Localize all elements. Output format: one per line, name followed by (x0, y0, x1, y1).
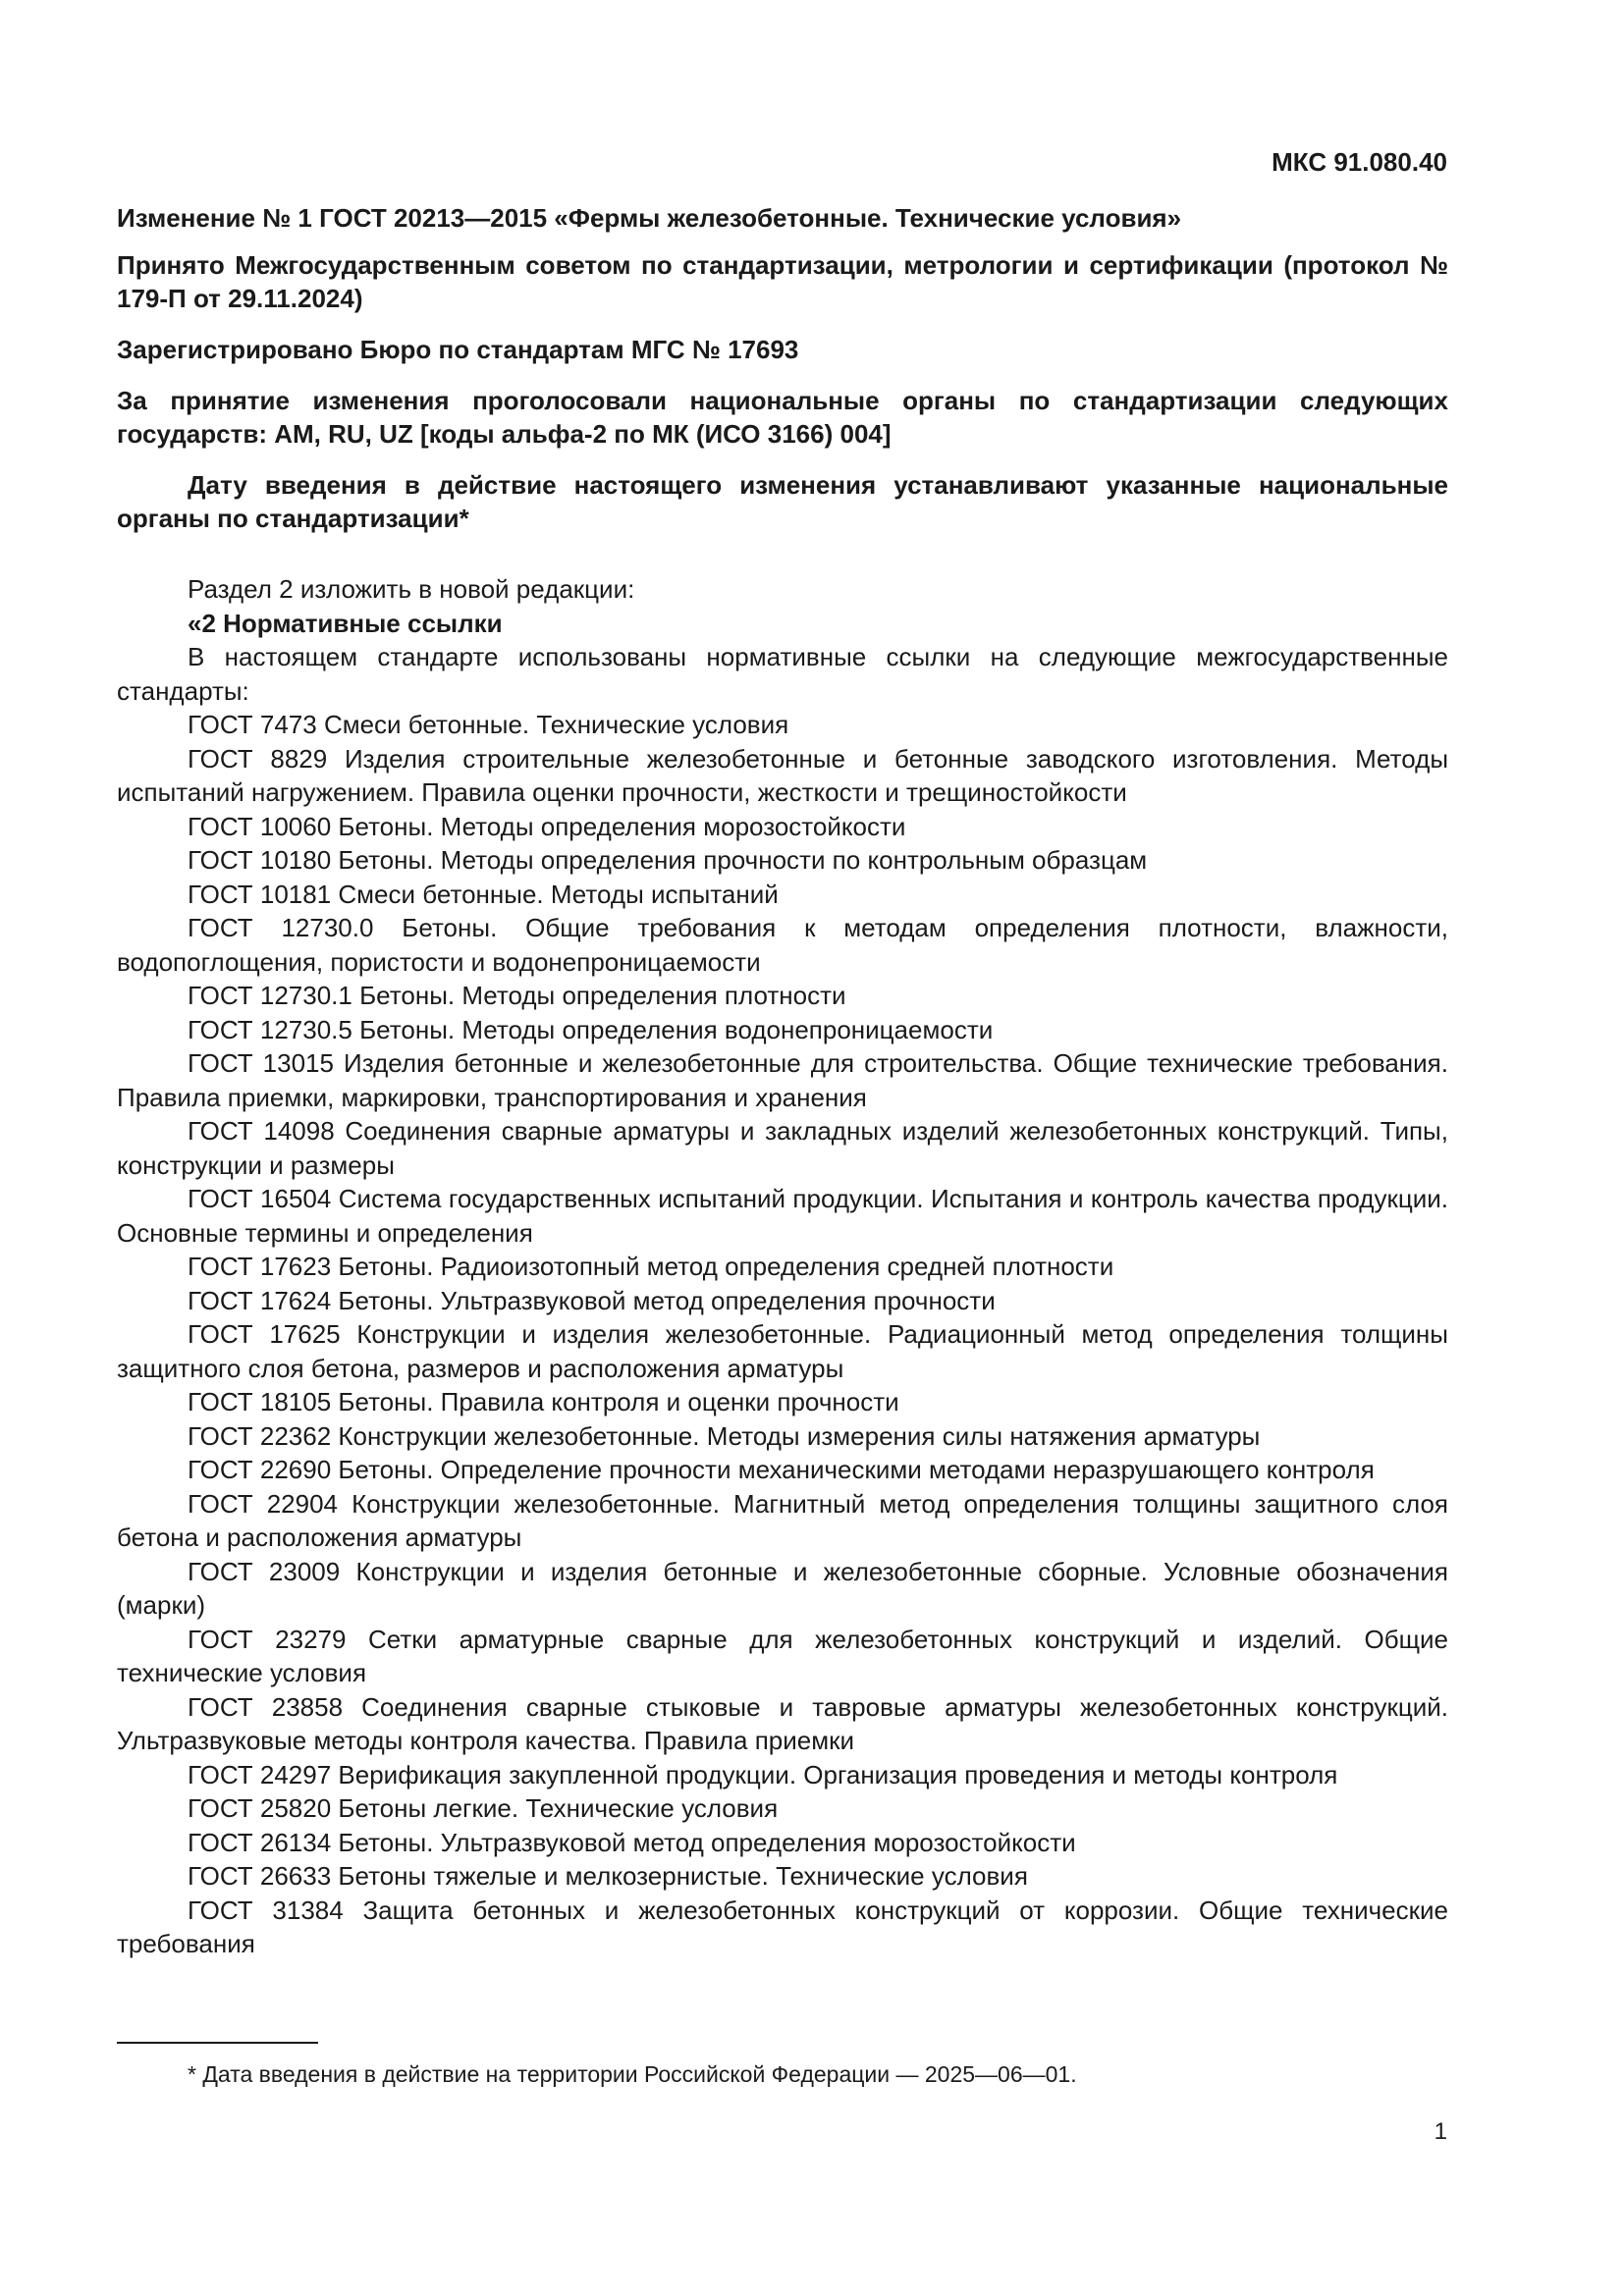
reference-code: ГОСТ 22904 (188, 1488, 338, 1519)
reference-item (117, 1894, 1448, 1961)
reference-title: Бетоны. Методы определения морозостойкости (338, 811, 906, 841)
reference-title: Изделия бетонные и железобетонные для строительства. Общие технические требования. Правила приемки, маркировки, транспортирования и хранения (117, 1048, 1448, 1112)
reference-title: Защита бетонных и железобетонных конструкций от коррозии. Общие технические требования (117, 1895, 1448, 1958)
reference-title: Конструкции и изделия бетонные и железобетонные сборные. Условные обозначения (марки) (117, 1556, 1448, 1620)
reference-code: ГОСТ 31384 (188, 1895, 344, 1925)
reference-title: Бетоны. Общие требования к методам определения плотности, влажности, водопоглощения, пористости и водонепроницаемости (117, 913, 1448, 977)
reference-title: Конструкции железобетонные. Методы измерения силы натяжения арматуры (338, 1420, 1261, 1451)
reference-title: Бетоны. Определение прочности механическими методами неразрушающего контроля (338, 1455, 1375, 1484)
reference-title: Смеси бетонные. Технические условия (323, 710, 789, 739)
reference-item (117, 1385, 1448, 1419)
intro-line: Раздел 2 изложить в новой редакции: (188, 574, 635, 604)
reference-code: ГОСТ 12730.5 (188, 1014, 352, 1044)
reference-code: ГОСТ 16504 (188, 1184, 332, 1213)
reference-code: ГОСТ 14098 (188, 1116, 335, 1146)
reference-title: Бетоны. Методы определения водонепроницаемости (359, 1014, 994, 1044)
reference-title: Бетоны тяжелые и мелкозернистые. Технические условия (338, 1861, 1028, 1891)
reference-item (117, 843, 1448, 878)
reference-item (117, 1791, 1448, 1826)
reference-title: Смеси бетонные. Методы испытаний (338, 879, 779, 909)
reference-code: ГОСТ 22362 (188, 1420, 332, 1451)
reference-title: Сетки арматурные сварные для железобетонных конструкций и изделий. Общие технические условия (117, 1624, 1448, 1687)
reference-code: ГОСТ 17623 (188, 1252, 332, 1281)
reference-item (117, 1555, 1448, 1623)
reference-code: ГОСТ 26633 (188, 1861, 332, 1891)
reference-code: ГОСТ 7473 (188, 710, 317, 739)
reference-code: ГОСТ 24297 (188, 1759, 332, 1789)
reference-code: ГОСТ 10060 (188, 811, 332, 841)
section-intro: В настоящем стандарте использованы нормативные ссылки на следующие межгосударственные стандарты: (117, 642, 1448, 706)
reference-code: ГОСТ 17624 (188, 1285, 332, 1315)
reference-title: Бетоны. Методы определения плотности (359, 981, 846, 1010)
adopted-by: Принято Межгосударственным советом по стандартизации, метрологии и сертификации (протокол № 179-П от 29.11.2024) (117, 250, 1448, 313)
amendment-title: Изменение № 1 ГОСТ 20213—2015 «Фермы железобетонные. Технические условия» (117, 203, 1182, 233)
reference-code: ГОСТ 8829 (188, 743, 328, 774)
reference-item (117, 1182, 1448, 1250)
reference-title: Конструкции и изделия железобетонные. Радиационный метод определения толщины защитного слоя бетона, размеров и расположения арматуры (117, 1319, 1448, 1383)
page-number: 1 (1434, 2118, 1447, 2145)
reference-item (117, 1317, 1448, 1385)
reference-item (117, 1690, 1448, 1758)
reference-title: Бетоны. Ультразвуковой метод определения прочности (338, 1285, 996, 1315)
voted-by: За принятие изменения проголосовали национальные органы по стандартизации следующих государств: AM, RU, UZ [коды альфа-2 по МК (ИСО 3166) 004] (117, 386, 1448, 449)
classification-code: МКС 91.080.40 (1272, 147, 1447, 177)
reference-item (117, 1013, 1448, 1047)
reference-item (117, 1453, 1448, 1487)
reference-item (117, 1859, 1448, 1894)
reference-title: Верификация закупленной продукции. Организация проведения и методы контроля (338, 1759, 1338, 1789)
reference-title: Соединения сварные стыковые и тавровые арматуры железобетонных конструкций. Ультразвуковые методы контроля качества. Правила приемки (117, 1691, 1448, 1755)
reference-item (117, 1114, 1448, 1182)
reference-code: ГОСТ 13015 (188, 1048, 334, 1078)
reference-code: ГОСТ 12730.1 (188, 981, 352, 1010)
reference-item (117, 1250, 1448, 1284)
reference-code: ГОСТ 12730.0 (188, 913, 374, 942)
footnote: * Дата введения в действие на территории Российской Федерации — 2025—06—01. (188, 2061, 1077, 2087)
footnote-divider (117, 2042, 318, 2044)
reference-code: ГОСТ 23009 (188, 1556, 341, 1586)
reference-item (117, 1284, 1448, 1318)
reference-title: Изделия строительные железобетонные и бетонные заводского изготовления. Методы испытаний нагружением. Правила оценки прочности, жесткости и трещиностойкости (117, 743, 1449, 807)
effective-date-note: Дату введения в действие настоящего изменения устанавливают указанные национальные органы по стандартизации* (117, 470, 1448, 533)
reference-title: Бетоны. Ультразвуковой метод определения морозостойкости (338, 1827, 1076, 1857)
reference-item (117, 878, 1448, 912)
reference-title: Бетоны. Методы определения прочности по контрольным образцам (338, 845, 1148, 875)
reference-list (117, 708, 1448, 1961)
reference-item (117, 1826, 1448, 1860)
reference-item (117, 1419, 1448, 1454)
reference-item (117, 1487, 1448, 1555)
section-body (117, 572, 1448, 1961)
reference-item (117, 708, 1448, 742)
reference-title: Конструкции железобетонные. Магнитный метод определения толщины защитного слоя бетона и расположения арматуры (117, 1488, 1448, 1552)
reference-code: ГОСТ 17625 (188, 1319, 341, 1349)
reference-item (117, 1758, 1448, 1792)
registered-note: Зарегистрировано Бюро по стандартам МГС № 17693 (117, 335, 799, 364)
reference-item (117, 810, 1448, 844)
reference-title: Соединения сварные арматуры и закладных изделий железобетонных конструкций. Типы, конструкции и размеры (117, 1116, 1448, 1180)
reference-code: ГОСТ 10180 (188, 845, 332, 875)
reference-code: ГОСТ 23858 (188, 1691, 344, 1722)
reference-title: Бетоны легкие. Технические условия (338, 1793, 779, 1823)
reference-item (117, 911, 1448, 979)
reference-code: ГОСТ 23279 (188, 1624, 347, 1654)
reference-code: ГОСТ 26134 (188, 1827, 332, 1857)
reference-item (117, 742, 1448, 810)
reference-code: ГОСТ 18105 (188, 1387, 332, 1416)
reference-item (117, 1623, 1448, 1690)
reference-title: Бетоны. Правила контроля и оценки прочности (338, 1387, 899, 1416)
reference-title: Бетоны. Радиоизотопный метод определения средней плотности (338, 1252, 1114, 1281)
reference-code: ГОСТ 10181 (188, 879, 332, 909)
reference-code: ГОСТ 25820 (188, 1793, 332, 1823)
reference-code: ГОСТ 22690 (188, 1455, 332, 1484)
reference-item (117, 1046, 1448, 1114)
reference-item (117, 979, 1448, 1013)
section-heading: «2 Нормативные ссылки (188, 608, 503, 638)
reference-title: Система государственных испытаний продукции. Испытания и контроль качества продукции. Основные термины и определения (117, 1184, 1448, 1248)
